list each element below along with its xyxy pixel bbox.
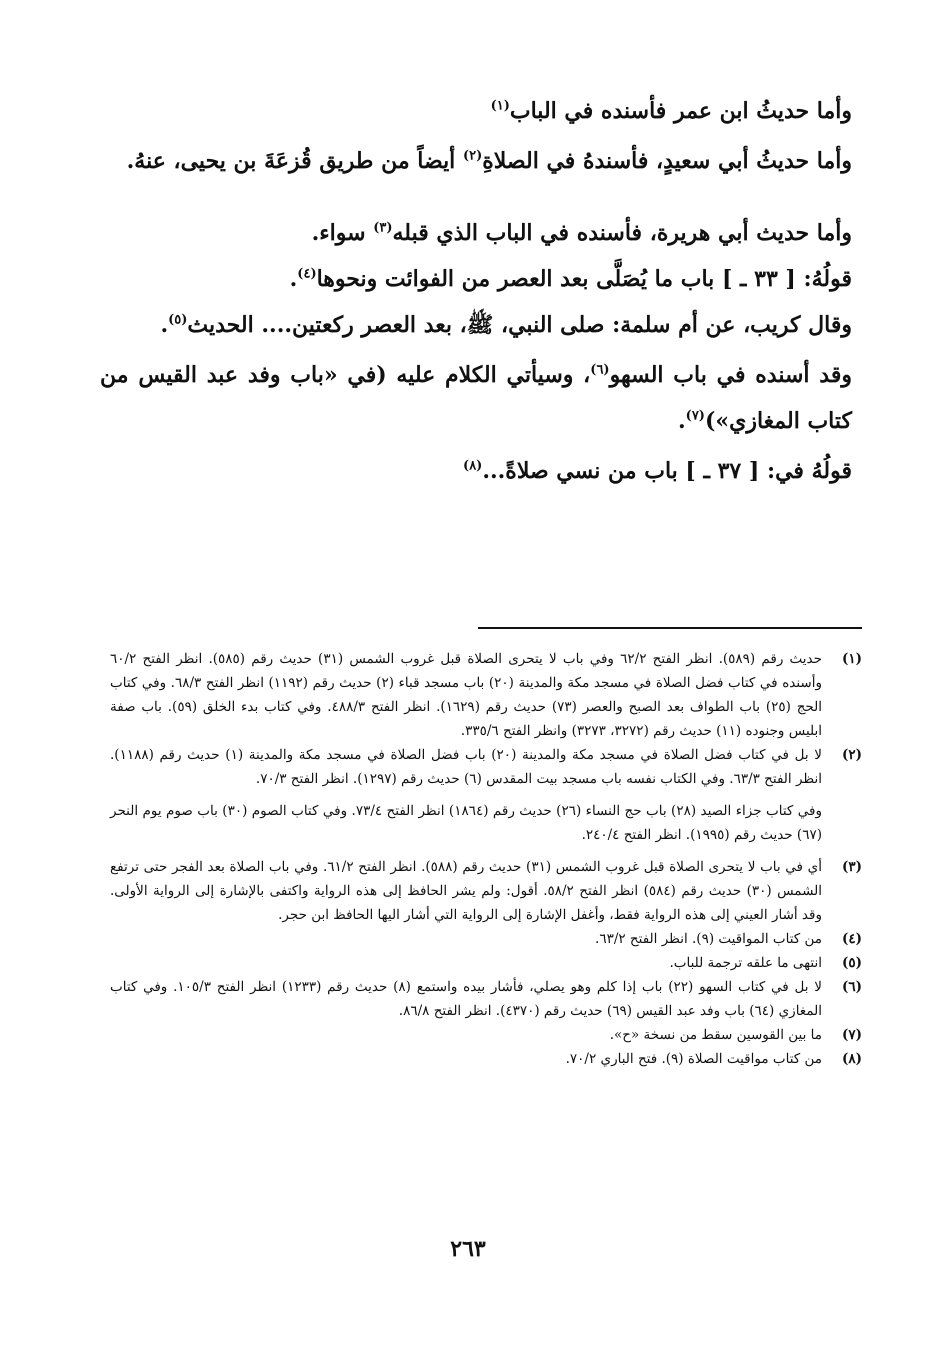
footnote-text: ما بين القوسين سقط من نسخة «ح».	[609, 1027, 822, 1043]
footnote-3	[110, 855, 862, 927]
footnote-2	[110, 743, 862, 791]
chapter-heading-37: قولُهُ في: [ ٣٧ ـ ] باب من نسي صلاةً...$^{(٨)}$	[463, 458, 852, 484]
footnote-7	[110, 1023, 862, 1047]
footnote-text: لا بل في كتاب فضل الصلاة في مسجد مكة والمدينة (٢٠) باب فضل الصلاة في مسجد مكة والمدينة (١) حديث رقم (١١٨٨). انظر الفتح ٦٣/٣. وفي الكتاب نفسه باب مسجد بيت المقدس (٦) حديث رقم (١٢٩٧). انظر الفتح ٧٠/٣.	[110, 747, 822, 787]
footnote-text: انتهى ما علقه ترجمة للباب.	[669, 955, 822, 971]
footnote-text: من كتاب مواقيت الصلاة (٩). فتح الباري ٧٠/٢.	[565, 1051, 822, 1067]
footnote-divider	[478, 627, 862, 629]
footnote-ref-4[interactable]: (٤)	[297, 266, 317, 282]
footnote-number: (١)	[841, 651, 862, 667]
main-text	[100, 88, 852, 494]
footnote-6	[110, 975, 862, 1023]
footnote-number: (٨)	[841, 1051, 862, 1067]
footnote-ref-6[interactable]: (٦)	[590, 362, 610, 378]
footnote-number: (٥)	[841, 955, 862, 971]
footnote-number: (٧)	[841, 1027, 862, 1043]
footnote-4	[110, 927, 862, 951]
footnote-number: (٢)	[841, 747, 862, 763]
footnote-ref-2[interactable]: (٢)	[462, 148, 483, 164]
paragraph-abu-said: وأما حديثُ أبي سعيدٍ، فأسندهُ في الصلاةِ$^{(٢)}$ أيضاً من طريق قُزعَةَ بن يحيى، عنهُ.	[126, 148, 852, 174]
footnotes	[110, 647, 862, 1071]
footnote-text: من كتاب المواقيت (٩). انظر الفتح ٦٣/٢.	[595, 931, 822, 947]
paragraph-kurayb: وقال كريب، عن أم سلمة: صلى النبي، ﷺ، بعد العصر ركعتين.... الحديث$^{(٥)}$.	[160, 312, 852, 338]
footnote-ref-3[interactable]: (٣)	[373, 220, 393, 236]
footnote-number: (٦)	[841, 979, 862, 995]
footnote-number: (٣)	[841, 859, 862, 875]
footnote-ref-5[interactable]: (٥)	[168, 312, 188, 328]
footnote-text: حديث رقم (٥٨٩). انظر الفتح ٦٢/٢ وفي باب لا يتحرى الصلاة قبل غروب الشمس (٣١) حديث رقم (٥٨٥). انظر الفتح ٦٠/٢ وأسنده في كتاب فضل الصلاة في مسجد مكة والمدينة (٢٠) باب مسجد قباء (٢) حديث رقم (١١٩٢) انظر الفتح ٦٨/٣. وفي كتاب الحج (٢٥) باب الطواف بعد الصبح والعصر (٧٣) حديث رقم (١٦٢٩). انظر الفتح ٤٨٨/٣. وفي كتاب بدء الخلق (٥٩). باب صفة ابليس وجنوده (١١) حديث رقم (٣٢٧٢، ٣٢٧٣) وانظر الفتح ٣٣٥/٦.	[110, 651, 823, 739]
footnote-ref-7[interactable]: (٧)	[685, 408, 705, 424]
footnote-ref-8[interactable]: (٨)	[463, 458, 483, 474]
footnote-ref-1[interactable]: (١)	[490, 98, 510, 114]
footnote-8	[110, 1047, 862, 1071]
page-number: ٢٦٣	[450, 1236, 486, 1262]
footnote-1	[110, 647, 862, 743]
footnote-number: (٤)	[841, 931, 862, 947]
footnote-5	[110, 951, 862, 975]
chapter-heading-33: قولُهُ: [ ٣٣ ـ ] باب ما يُصَلَّى بعد العصر من الفوائت ونحوها$^{(٤)}$.	[289, 266, 852, 292]
footnote-2-continuation: وفي كتاب جزاء الصيد (٢٨) باب حج النساء (٢٦) حديث رقم (١٨٦٤) انظر الفتح ٧٣/٤. وفي كتاب الصوم (٣٠) باب صوم يوم النحر (٦٧) حديث رقم (١٩٩٥). انظر الفتح ٢٤٠/٤.	[110, 803, 822, 843]
paragraph-sahw: وقد أسنده في باب السهو$^{(٦)}$، وسيأتي الكلام عليه (في «باب وفد عبد القيس من كتاب المغازي»)$^{(٧)}$.	[100, 362, 852, 434]
paragraph-abu-hurayra: وأما حديث أبي هريرة، فأسنده في الباب الذي قبله$^{(٣)}$ سواء.	[311, 220, 852, 246]
footnote-text: أي في باب لا يتحرى الصلاة قبل غروب الشمس (٣١) حديث رقم (٥٨٨). انظر الفتح ٦١/٢. وفي باب الصلاة بعد الفجر حتى ترتفع الشمس (٣٠) حديث رقم (٥٨٤) انظر الفتح ٥٨/٢. أقول: ولم يشر الحافظ إلى هذه الرواية واكتفى بالإشارة إلى الرواية الأولى. وقد أشار العيني إلى هذه الرواية فقط، وأغفل الإشارة إلى الرواية التي أشار اليها الحافظ ابن حجر.	[110, 859, 822, 923]
paragraph-ibn-umar: وأما حديثُ ابن عمر فأسنده في الباب$^{(١)}$	[490, 98, 852, 124]
footnote-text: لا بل في كتاب السهو (٢٢) باب إذا كلم وهو يصلي، فأشار بيده واستمع (٨) حديث رقم (١٢٣٣) انظر الفتح ١٠٥/٣. وفي كتاب المغازي (٦٤) باب وفد عبد القيس (٦٩) حديث رقم (٤٣٧٠). انظر الفتح ٨٦/٨.	[110, 979, 822, 1019]
